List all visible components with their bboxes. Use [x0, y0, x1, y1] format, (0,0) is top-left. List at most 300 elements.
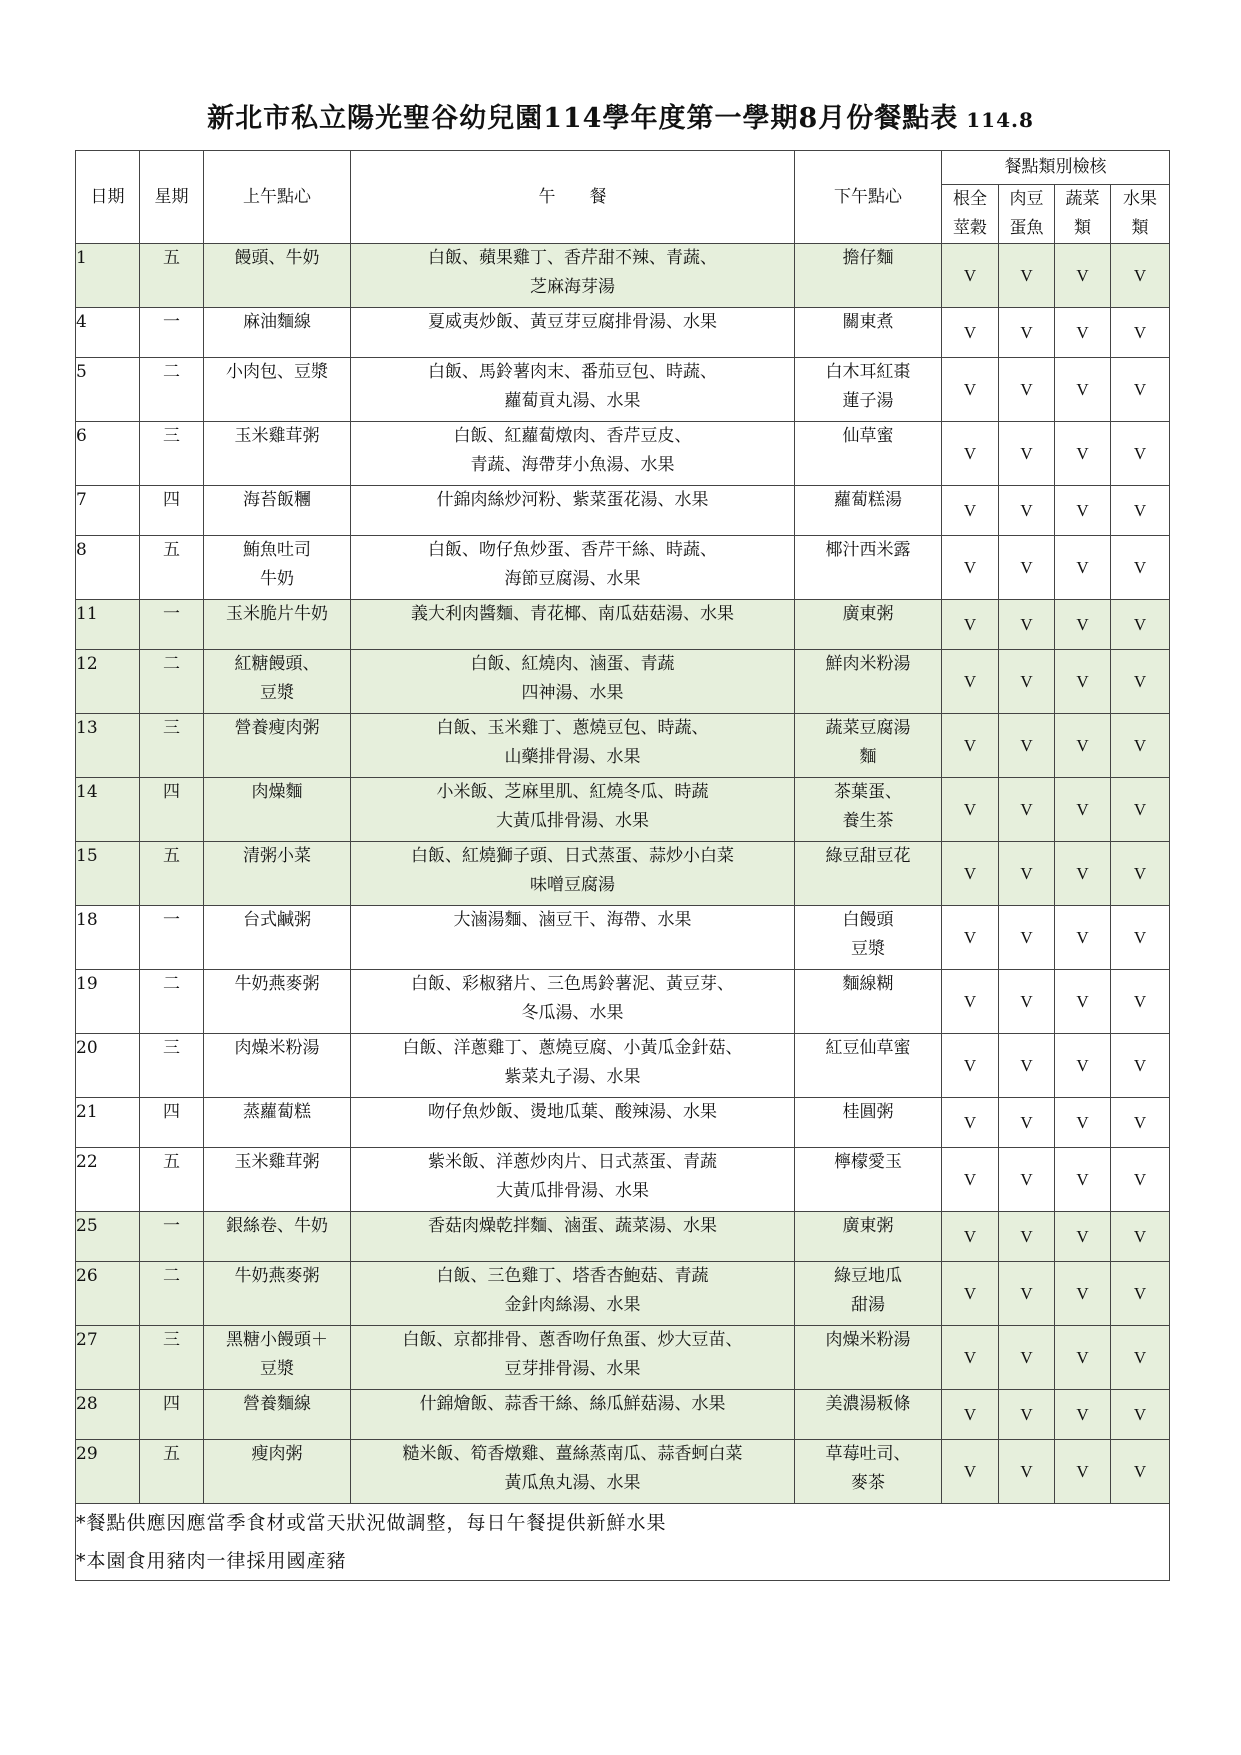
lunch-cell-line: 黃瓜魚丸湯、水果: [504, 1473, 641, 1493]
check-mark: V: [999, 650, 1055, 714]
header-category: 肉豆蛋魚: [999, 185, 1055, 244]
check-mark: V: [1055, 714, 1111, 778]
check-mark: V: [942, 422, 999, 486]
check-mark: V: [999, 1326, 1055, 1390]
menu-row: [76, 714, 1170, 778]
check-mark: V: [942, 778, 999, 842]
lunch-cell-line: 白飯、三色雞丁、塔香杏鮑菇、青蔬: [436, 1266, 709, 1286]
date-cell: 12: [76, 650, 140, 714]
check-mark: V: [1111, 1034, 1170, 1098]
check-mark: V: [999, 1034, 1055, 1098]
check-mark: V: [999, 1098, 1055, 1148]
am-snack-cell: [204, 650, 351, 714]
lunch-cell: [351, 1212, 795, 1262]
menu-row: [76, 1440, 1170, 1504]
pm-snack-cell-line: 甜湯: [851, 1295, 885, 1315]
check-mark: V: [1055, 906, 1111, 970]
check-mark: V: [1055, 842, 1111, 906]
am-snack-cell: [204, 308, 351, 358]
am-snack-cell: [204, 1148, 351, 1212]
check-mark: V: [1111, 308, 1170, 358]
pm-snack-cell-line: 美濃湯粄條: [825, 1394, 911, 1414]
lunch-cell-line: 金針肉絲湯、水果: [504, 1295, 641, 1315]
check-mark: V: [1055, 244, 1111, 308]
date-cell: 13: [76, 714, 140, 778]
am-snack-cell-line: 牛奶燕麥粥: [234, 1266, 320, 1286]
date-cell: 11: [76, 600, 140, 650]
check-mark: V: [942, 308, 999, 358]
pm-snack-cell-line: 白木耳紅棗: [825, 362, 911, 382]
menu-row: [76, 244, 1170, 308]
lunch-cell-line: 白飯、紅蘿蔔燉肉、香芹豆皮、: [453, 426, 692, 446]
menu-row: [76, 1326, 1170, 1390]
date-cell: 20: [76, 1034, 140, 1098]
check-mark: V: [1111, 842, 1170, 906]
pm-snack-cell: [795, 1440, 942, 1504]
check-mark: V: [942, 600, 999, 650]
check-mark: V: [942, 486, 999, 536]
header-category: 水果類: [1111, 185, 1170, 244]
am-snack-cell-line: 瘦肉粥: [251, 1444, 303, 1464]
am-snack-cell-line: 蒸蘿蔔糕: [243, 1102, 311, 1122]
lunch-cell-line: 義大利肉醬麵、青花椰、南瓜菇菇湯、水果: [411, 604, 734, 624]
menu-row: [76, 422, 1170, 486]
am-snack-cell-line: 營養麵線: [243, 1394, 311, 1414]
menu-row: [76, 600, 1170, 650]
menu-row: [76, 650, 1170, 714]
weekday-cell: 五: [140, 244, 204, 308]
check-mark: V: [1055, 486, 1111, 536]
pm-snack-cell: [795, 714, 942, 778]
check-mark: V: [999, 308, 1055, 358]
lunch-cell-line: 青蔬、海帶芽小魚湯、水果: [470, 455, 675, 475]
version-label: 114.8: [966, 108, 1034, 132]
am-snack-cell-line: 營養瘦肉粥: [234, 718, 320, 738]
check-mark: V: [999, 1148, 1055, 1212]
pm-snack-cell: [795, 536, 942, 600]
date-cell: 15: [76, 842, 140, 906]
menu-row: [76, 486, 1170, 536]
menu-row: [76, 358, 1170, 422]
lunch-cell-line: 大黃瓜排骨湯、水果: [496, 1181, 649, 1201]
weekday-cell: 二: [140, 970, 204, 1034]
menu-row: [76, 1390, 1170, 1440]
check-mark: V: [1055, 1148, 1111, 1212]
lunch-cell-line: 香菇肉燥乾拌麵、滷蛋、蔬菜湯、水果: [428, 1216, 717, 1236]
am-snack-cell: [204, 1212, 351, 1262]
pm-snack-cell: [795, 422, 942, 486]
am-snack-cell: [204, 714, 351, 778]
lunch-cell: [351, 1148, 795, 1212]
lunch-cell: [351, 842, 795, 906]
weekday-cell: 一: [140, 600, 204, 650]
check-mark: V: [1055, 1390, 1111, 1440]
lunch-cell-line: 白飯、蘋果雞丁、香芹甜不辣、青蔬、: [428, 248, 717, 268]
am-snack-cell: [204, 1262, 351, 1326]
check-mark: V: [1055, 1326, 1111, 1390]
check-mark: V: [1111, 778, 1170, 842]
pm-snack-cell: [795, 308, 942, 358]
lunch-cell-line: 白飯、紅燒獅子頭、日式蒸蛋、蒜炒小白菜: [411, 846, 734, 866]
lunch-cell: [351, 1034, 795, 1098]
lunch-cell-line: 白飯、玉米雞丁、蔥燒豆包、時蔬、: [436, 718, 709, 738]
notes-cell: [76, 1504, 1170, 1581]
weekday-cell: 三: [140, 1326, 204, 1390]
check-mark: V: [942, 536, 999, 600]
lunch-cell-line: 味噌豆腐湯: [530, 875, 615, 895]
date-cell: 6: [76, 422, 140, 486]
check-mark: V: [999, 1262, 1055, 1326]
pm-snack-cell: [795, 1034, 942, 1098]
pm-snack-cell-line: 麥茶: [851, 1473, 885, 1493]
check-mark: V: [1111, 1148, 1170, 1212]
check-mark: V: [942, 1262, 999, 1326]
lunch-cell: [351, 536, 795, 600]
menu-row: [76, 1212, 1170, 1262]
check-mark: V: [942, 714, 999, 778]
check-mark: V: [942, 1034, 999, 1098]
am-snack-cell: [204, 1390, 351, 1440]
pm-snack-cell-line: 綠豆地瓜: [834, 1266, 902, 1286]
pm-snack-cell-line: 草莓吐司、: [825, 1444, 911, 1464]
check-mark: V: [1055, 650, 1111, 714]
check-mark: V: [999, 1390, 1055, 1440]
check-mark: V: [999, 842, 1055, 906]
pm-snack-cell: [795, 358, 942, 422]
lunch-cell: [351, 422, 795, 486]
pm-snack-cell: [795, 600, 942, 650]
weekday-cell: 四: [140, 1390, 204, 1440]
am-snack-cell: [204, 1034, 351, 1098]
lunch-cell: [351, 1440, 795, 1504]
check-mark: V: [942, 842, 999, 906]
am-snack-cell-line: 饅頭、牛奶: [234, 248, 320, 268]
pm-snack-cell-line: 擔仔麵: [842, 248, 894, 268]
lunch-cell-line: 白飯、京都排骨、蔥香吻仔魚蛋、炒大豆苗、: [402, 1330, 743, 1350]
check-mark: V: [1055, 1034, 1111, 1098]
date-cell: 26: [76, 1262, 140, 1326]
header-weekday: 星期: [140, 151, 204, 244]
am-snack-cell-line: 台式鹹粥: [243, 910, 311, 930]
pm-snack-cell-line: 紅豆仙草蜜: [825, 1038, 911, 1058]
lunch-cell: [351, 906, 795, 970]
pm-snack-cell-line: 蘿蔔糕湯: [834, 490, 902, 510]
lunch-cell: [351, 1262, 795, 1326]
check-mark: V: [1111, 1326, 1170, 1390]
lunch-cell: [351, 600, 795, 650]
lunch-cell-line: 紫米飯、洋蔥炒肉片、日式蒸蛋、青蔬: [428, 1152, 717, 1172]
lunch-cell: [351, 778, 795, 842]
pm-snack-cell-line: 關東煮: [842, 312, 894, 332]
am-snack-cell: [204, 778, 351, 842]
pm-snack-cell-line: 肉燥米粉湯: [825, 1330, 911, 1350]
check-mark: V: [1111, 1212, 1170, 1262]
pm-snack-cell-line: 豆漿: [851, 939, 885, 959]
am-snack-cell-line: 黑糖小饅頭＋: [226, 1330, 328, 1350]
lunch-cell-line: 大滷湯麵、滷豆干、海帶、水果: [453, 910, 692, 930]
weekday-cell: 二: [140, 1262, 204, 1326]
check-mark: V: [999, 600, 1055, 650]
date-cell: 27: [76, 1326, 140, 1390]
check-mark: V: [999, 906, 1055, 970]
am-snack-cell-line: 玉米雞茸粥: [234, 426, 320, 446]
check-mark: V: [999, 244, 1055, 308]
lunch-cell-line: 山藥排骨湯、水果: [504, 747, 641, 767]
pm-snack-cell: [795, 1262, 942, 1326]
check-mark: V: [942, 1148, 999, 1212]
am-snack-cell-line: 豆漿: [260, 1359, 294, 1379]
lunch-cell: [351, 970, 795, 1034]
am-snack-cell-line: 清粥小菜: [243, 846, 311, 866]
pm-snack-cell: [795, 1326, 942, 1390]
am-snack-cell: [204, 842, 351, 906]
header-check-group: 餐點類別檢核: [942, 151, 1170, 185]
lunch-cell-line: 冬瓜湯、水果: [521, 1003, 624, 1023]
check-mark: V: [1111, 650, 1170, 714]
am-snack-cell-line: 小肉包、豆漿: [226, 362, 328, 382]
check-mark: V: [942, 358, 999, 422]
check-mark: V: [1111, 536, 1170, 600]
header-am-snack: 上午點心: [204, 151, 351, 244]
lunch-cell-line: 白飯、紅燒肉、滷蛋、青蔬: [470, 654, 675, 674]
check-mark: V: [1055, 358, 1111, 422]
check-mark: V: [1055, 970, 1111, 1034]
pm-snack-cell: [795, 842, 942, 906]
am-snack-cell-line: 玉米脆片牛奶: [226, 604, 328, 624]
menu-row: [76, 1262, 1170, 1326]
header-date: 日期: [76, 151, 140, 244]
lunch-cell-line: 白飯、洋蔥雞丁、蔥燒豆腐、小黃瓜金針菇、: [402, 1038, 743, 1058]
date-cell: 5: [76, 358, 140, 422]
check-mark: V: [1111, 1098, 1170, 1148]
lunch-cell: [351, 1390, 795, 1440]
header-category: 蔬菜類: [1055, 185, 1111, 244]
menu-row: [76, 842, 1170, 906]
date-cell: 19: [76, 970, 140, 1034]
title-text: 新北市私立陽光聖谷幼兒園114學年度第一學期8月份餐點表: [207, 103, 959, 134]
date-cell: 7: [76, 486, 140, 536]
pm-snack-cell-line: 蓮子湯: [842, 391, 894, 411]
check-mark: V: [942, 1098, 999, 1148]
pm-snack-cell-line: 廣東粥: [842, 604, 894, 624]
check-mark: V: [1111, 906, 1170, 970]
check-mark: V: [942, 906, 999, 970]
check-mark: V: [1055, 422, 1111, 486]
menu-row: [76, 308, 1170, 358]
lunch-cell-line: 什錦燴飯、蒜香干絲、絲瓜鮮菇湯、水果: [419, 1394, 726, 1414]
menu-row: [76, 778, 1170, 842]
check-mark: V: [999, 970, 1055, 1034]
weekday-cell: 一: [140, 906, 204, 970]
am-snack-cell: [204, 422, 351, 486]
check-mark: V: [942, 970, 999, 1034]
am-snack-cell-line: 肉燥麵: [251, 782, 303, 802]
pm-snack-cell-line: 廣東粥: [842, 1216, 894, 1236]
am-snack-cell-line: 銀絲卷、牛奶: [226, 1216, 328, 1236]
pm-snack-cell-line: 麵: [859, 747, 877, 767]
check-mark: V: [1111, 422, 1170, 486]
check-mark: V: [1111, 1390, 1170, 1440]
note-line: *本園食用豬肉一律採用國產豬: [76, 1550, 347, 1572]
lunch-cell: [351, 650, 795, 714]
check-mark: V: [1111, 970, 1170, 1034]
lunch-cell-line: 豆芽排骨湯、水果: [504, 1359, 641, 1379]
header-category: 根全莖穀: [942, 185, 999, 244]
menu-table: [75, 150, 1170, 1581]
weekday-cell: 四: [140, 778, 204, 842]
check-mark: V: [1111, 600, 1170, 650]
lunch-cell-line: 糙米飯、筍香燉雞、薑絲蒸南瓜、蒜香蚵白菜: [402, 1444, 743, 1464]
date-cell: 22: [76, 1148, 140, 1212]
lunch-cell: [351, 244, 795, 308]
check-mark: V: [1055, 536, 1111, 600]
am-snack-cell-line: 海苔飯糰: [243, 490, 311, 510]
check-mark: V: [1055, 1440, 1111, 1504]
pm-snack-cell: [795, 486, 942, 536]
weekday-cell: 三: [140, 714, 204, 778]
am-snack-cell-line: 肉燥米粉湯: [234, 1038, 320, 1058]
weekday-cell: 三: [140, 422, 204, 486]
pm-snack-cell-line: 麵線糊: [842, 974, 894, 994]
pm-snack-cell-line: 鮮肉米粉湯: [825, 654, 911, 674]
lunch-cell-line: 白飯、彩椒豬片、三色馬鈴薯泥、黃豆芽、: [411, 974, 734, 994]
pm-snack-cell: [795, 1212, 942, 1262]
pm-snack-cell-line: 桂圓粥: [842, 1102, 894, 1122]
check-mark: V: [1055, 308, 1111, 358]
check-mark: V: [1111, 486, 1170, 536]
am-snack-cell-line: 牛奶燕麥粥: [234, 974, 320, 994]
check-mark: V: [1055, 778, 1111, 842]
am-snack-cell-line: 麻油麵線: [243, 312, 311, 332]
date-cell: 28: [76, 1390, 140, 1440]
lunch-cell-line: 四神湯、水果: [521, 683, 624, 703]
pm-snack-cell: [795, 1148, 942, 1212]
lunch-cell: [351, 486, 795, 536]
date-cell: 14: [76, 778, 140, 842]
check-mark: V: [999, 1212, 1055, 1262]
am-snack-cell: [204, 244, 351, 308]
check-mark: V: [942, 1212, 999, 1262]
check-mark: V: [1111, 714, 1170, 778]
am-snack-cell: [204, 358, 351, 422]
check-mark: V: [1111, 1440, 1170, 1504]
lunch-cell-line: 白飯、吻仔魚炒蛋、香芹干絲、時蔬、: [428, 540, 717, 560]
date-cell: 8: [76, 536, 140, 600]
am-snack-cell: [204, 1440, 351, 1504]
check-mark: V: [942, 244, 999, 308]
am-snack-cell: [204, 1098, 351, 1148]
check-mark: V: [942, 650, 999, 714]
pm-snack-cell-line: 茶葉蛋、: [834, 782, 902, 802]
am-snack-cell: [204, 600, 351, 650]
menu-row: [76, 1098, 1170, 1148]
check-mark: V: [942, 1390, 999, 1440]
lunch-cell-line: 小米飯、芝麻里肌、紅燒冬瓜、時蔬: [436, 782, 709, 802]
lunch-cell-line: 海節豆腐湯、水果: [504, 569, 641, 589]
pm-snack-cell: [795, 778, 942, 842]
weekday-cell: 四: [140, 486, 204, 536]
lunch-cell: [351, 358, 795, 422]
menu-row: [76, 1148, 1170, 1212]
weekday-cell: 五: [140, 1148, 204, 1212]
page-title: [0, 96, 1241, 135]
menu-row: [76, 906, 1170, 970]
date-cell: 18: [76, 906, 140, 970]
pm-snack-cell-line: 仙草蜜: [842, 426, 894, 446]
date-cell: 25: [76, 1212, 140, 1262]
pm-snack-cell-line: 檸檬愛玉: [834, 1152, 902, 1172]
header-pm-snack: 下午點心: [795, 151, 942, 244]
pm-snack-cell: [795, 650, 942, 714]
am-snack-cell: [204, 536, 351, 600]
lunch-cell-line: 什錦肉絲炒河粉、紫菜蛋花湯、水果: [436, 490, 709, 510]
pm-snack-cell-line: 白饅頭: [842, 910, 894, 930]
pm-snack-cell: [795, 1098, 942, 1148]
weekday-cell: 一: [140, 1212, 204, 1262]
weekday-cell: 二: [140, 358, 204, 422]
check-mark: V: [999, 536, 1055, 600]
date-cell: 1: [76, 244, 140, 308]
note-line: *餐點供應因應當季食材或當天狀況做調整，每日午餐提供新鮮水果: [76, 1512, 667, 1534]
lunch-cell-line: 白飯、馬鈴薯肉末、番茄豆包、時蔬、: [428, 362, 717, 382]
pm-snack-cell-line: 綠豆甜豆花: [825, 846, 911, 866]
lunch-cell: [351, 1098, 795, 1148]
weekday-cell: 五: [140, 536, 204, 600]
lunch-cell-line: 吻仔魚炒飯、燙地瓜葉、酸辣湯、水果: [428, 1102, 717, 1122]
am-snack-cell: [204, 486, 351, 536]
check-mark: V: [1055, 1212, 1111, 1262]
check-mark: V: [1055, 600, 1111, 650]
weekday-cell: 三: [140, 1034, 204, 1098]
am-snack-cell: [204, 906, 351, 970]
pm-snack-cell: [795, 244, 942, 308]
pm-snack-cell: [795, 906, 942, 970]
weekday-cell: 四: [140, 1098, 204, 1148]
pm-snack-cell-line: 蔬菜豆腐湯: [825, 718, 911, 738]
check-mark: V: [1111, 358, 1170, 422]
lunch-cell-line: 大黃瓜排骨湯、水果: [496, 811, 649, 831]
lunch-cell: [351, 1326, 795, 1390]
am-snack-cell-line: 豆漿: [260, 683, 294, 703]
weekday-cell: 一: [140, 308, 204, 358]
menu-row: [76, 536, 1170, 600]
menu-row: [76, 970, 1170, 1034]
lunch-cell-line: 紫菜丸子湯、水果: [504, 1067, 641, 1087]
lunch-cell-line: 芝麻海芽湯: [530, 277, 615, 297]
lunch-cell: [351, 308, 795, 358]
pm-snack-cell: [795, 1390, 942, 1440]
check-mark: V: [1111, 1262, 1170, 1326]
check-mark: V: [1055, 1262, 1111, 1326]
check-mark: V: [999, 486, 1055, 536]
weekday-cell: 五: [140, 842, 204, 906]
pm-snack-cell-line: 養生茶: [842, 811, 894, 831]
check-mark: V: [1055, 1098, 1111, 1148]
check-mark: V: [942, 1326, 999, 1390]
pm-snack-cell-line: 椰汁西米露: [825, 540, 911, 560]
menu-body: [76, 244, 1170, 1504]
check-mark: V: [999, 358, 1055, 422]
date-cell: 21: [76, 1098, 140, 1148]
lunch-cell: [351, 714, 795, 778]
check-mark: V: [999, 714, 1055, 778]
date-cell: 4: [76, 308, 140, 358]
check-mark: V: [999, 778, 1055, 842]
check-mark: V: [999, 1440, 1055, 1504]
check-mark: V: [942, 1440, 999, 1504]
weekday-cell: 二: [140, 650, 204, 714]
am-snack-cell-line: 玉米雞茸粥: [234, 1152, 320, 1172]
